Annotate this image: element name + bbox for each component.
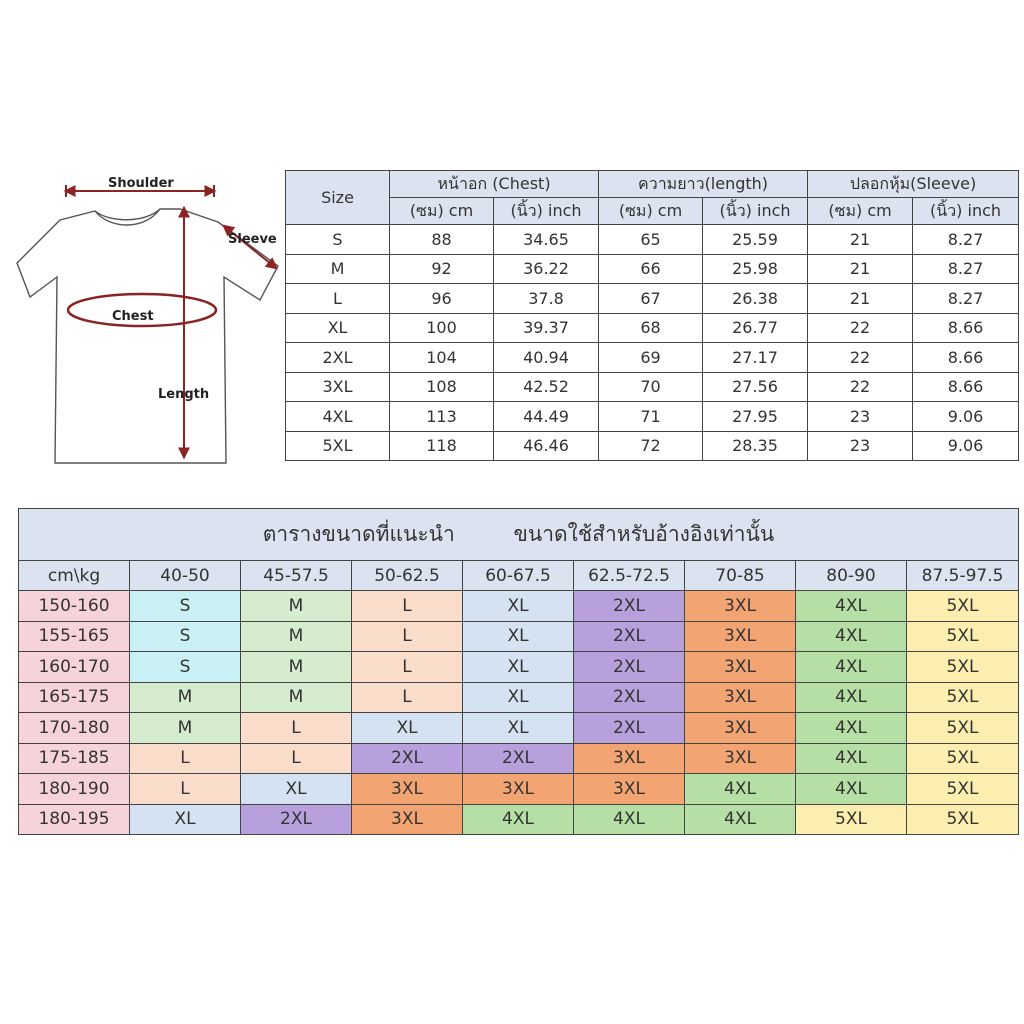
measurement-cell: 39.37 <box>494 313 599 343</box>
measurement-cell: 37.8 <box>494 284 599 314</box>
recommended-size-cell: 5XL <box>907 621 1019 652</box>
recommended-size-cell: S <box>130 621 241 652</box>
recommended-size-cell: 5XL <box>907 743 1019 774</box>
measurement-cell: 96 <box>390 284 494 314</box>
size-label-cell: 5XL <box>286 431 390 461</box>
weight-header-cell: 50-62.5 <box>352 561 463 591</box>
measurement-cell: 26.77 <box>703 313 808 343</box>
recommended-size-cell: 4XL <box>685 774 796 805</box>
recommended-size-cell: M <box>130 713 241 744</box>
recommended-size-cell: 4XL <box>796 713 907 744</box>
recommended-size-cell: XL <box>463 621 574 652</box>
recommend-title-right: ขนาดใช้สำหรับอ้างอิงเท่านั้น <box>513 522 775 546</box>
recommended-size-cell: 2XL <box>574 652 685 683</box>
recommended-size-cell: 4XL <box>796 652 907 683</box>
unit-header: (ซม) cm <box>599 198 703 225</box>
weight-header-cell: 60-67.5 <box>463 561 574 591</box>
size-label-cell: M <box>286 254 390 284</box>
measurement-cell: 108 <box>390 372 494 402</box>
measurement-cell: 118 <box>390 431 494 461</box>
measurement-cell: 21 <box>808 284 913 314</box>
sleeve-label: Sleeve <box>228 232 277 247</box>
recommended-size-cell: XL <box>463 591 574 622</box>
measurement-cell: 67 <box>599 284 703 314</box>
recommended-size-cell: 5XL <box>907 591 1019 622</box>
recommended-size-cell: M <box>241 652 352 683</box>
recommended-size-cell: M <box>241 591 352 622</box>
recommend-row <box>19 774 1019 805</box>
measurement-cell: 88 <box>390 225 494 255</box>
recommended-size-cell: L <box>130 774 241 805</box>
measurement-cell: 27.17 <box>703 343 808 373</box>
recommended-size-cell: 3XL <box>685 591 796 622</box>
recommended-size-cell: 5XL <box>907 774 1019 805</box>
measurement-cell: 40.94 <box>494 343 599 373</box>
measurement-cell: 27.95 <box>703 402 808 432</box>
recommended-size-cell: 3XL <box>685 743 796 774</box>
weight-header-cell: 87.5-97.5 <box>907 561 1019 591</box>
weight-header-row <box>19 561 1019 591</box>
recommended-size-cell: XL <box>241 774 352 805</box>
chest-label: Chest <box>112 309 154 324</box>
measurement-cell: 8.27 <box>913 225 1019 255</box>
measurement-cell: 9.06 <box>913 402 1019 432</box>
recommended-size-cell: 5XL <box>907 652 1019 683</box>
recommend-row <box>19 591 1019 622</box>
weight-header-cell: 62.5-72.5 <box>574 561 685 591</box>
recommended-size-cell: 4XL <box>796 743 907 774</box>
recommended-size-cell: 2XL <box>574 591 685 622</box>
recommended-size-cell: 4XL <box>796 682 907 713</box>
size-column-header: Size <box>286 171 390 225</box>
measurement-cell: 25.59 <box>703 225 808 255</box>
measurement-cell: 66 <box>599 254 703 284</box>
weight-header-cell: 70-85 <box>685 561 796 591</box>
measurement-cell: 22 <box>808 372 913 402</box>
length-group-header: ความยาว(length) <box>599 171 808 198</box>
size-table-row <box>286 402 1019 432</box>
recommended-size-cell: L <box>241 743 352 774</box>
measurement-cell: 21 <box>808 254 913 284</box>
height-range-cell: 175-185 <box>19 743 130 774</box>
size-table-unit-header-row <box>286 198 1019 225</box>
size-label-cell: L <box>286 284 390 314</box>
size-table-row <box>286 313 1019 343</box>
unit-header: (นิ้ว) inch <box>494 198 599 225</box>
size-label-cell: 4XL <box>286 402 390 432</box>
recommended-size-cell: 2XL <box>241 804 352 835</box>
height-range-cell: 170-180 <box>19 713 130 744</box>
recommended-size-cell: 2XL <box>574 713 685 744</box>
recommended-size-cell: 2XL <box>574 621 685 652</box>
recommended-size-cell: 5XL <box>907 682 1019 713</box>
weight-header-cell: 80-90 <box>796 561 907 591</box>
recommended-size-cell: L <box>352 621 463 652</box>
measurement-cell: 100 <box>390 313 494 343</box>
recommended-size-cell: L <box>241 713 352 744</box>
recommended-size-cell: M <box>241 621 352 652</box>
size-table-row <box>286 254 1019 284</box>
measurement-cell: 21 <box>808 225 913 255</box>
measurement-cell: 69 <box>599 343 703 373</box>
recommended-size-cell: L <box>352 591 463 622</box>
measurement-cell: 9.06 <box>913 431 1019 461</box>
recommended-size-cell: 3XL <box>352 774 463 805</box>
size-label-cell: XL <box>286 313 390 343</box>
recommended-size-cell: XL <box>352 713 463 744</box>
size-table-row <box>286 431 1019 461</box>
unit-header: (นิ้ว) inch <box>703 198 808 225</box>
height-range-cell: 165-175 <box>19 682 130 713</box>
recommended-size-cell: 5XL <box>796 804 907 835</box>
measurement-cell: 23 <box>808 402 913 432</box>
measurement-cell: 70 <box>599 372 703 402</box>
measurement-cell: 92 <box>390 254 494 284</box>
measurement-cell: 44.49 <box>494 402 599 432</box>
recommended-size-cell: M <box>130 682 241 713</box>
recommended-size-cell: 2XL <box>352 743 463 774</box>
recommended-size-cell: 5XL <box>907 713 1019 744</box>
corner-header: cm\kg <box>19 561 130 591</box>
height-range-cell: 160-170 <box>19 652 130 683</box>
recommended-size-cell: 3XL <box>574 743 685 774</box>
recommended-size-cell: 3XL <box>574 774 685 805</box>
measurement-cell: 8.27 <box>913 254 1019 284</box>
measurement-cell: 36.22 <box>494 254 599 284</box>
height-range-cell: 180-195 <box>19 804 130 835</box>
size-table-row <box>286 225 1019 255</box>
recommend-title-left: ตารางขนาดที่แนะนำ <box>262 522 455 546</box>
size-table-row <box>286 343 1019 373</box>
recommended-size-cell: S <box>130 652 241 683</box>
size-label-cell: 3XL <box>286 372 390 402</box>
recommended-size-table <box>18 508 1019 835</box>
recommended-size-cell: 4XL <box>796 774 907 805</box>
shoulder-label: Shoulder <box>108 176 174 191</box>
measurement-cell: 34.65 <box>494 225 599 255</box>
measurement-cell: 28.35 <box>703 431 808 461</box>
recommended-size-cell: 3XL <box>685 713 796 744</box>
recommended-size-cell: 3XL <box>685 682 796 713</box>
length-label: Length <box>158 387 210 402</box>
measurement-cell: 22 <box>808 343 913 373</box>
recommended-size-cell: XL <box>130 804 241 835</box>
recommended-size-cell: 3XL <box>463 774 574 805</box>
measurement-cell: 104 <box>390 343 494 373</box>
unit-header: (ซม) cm <box>808 198 913 225</box>
recommended-size-cell: 3XL <box>685 621 796 652</box>
recommend-row <box>19 682 1019 713</box>
measurement-cell: 42.52 <box>494 372 599 402</box>
tshirt-measurement-diagram <box>10 170 290 470</box>
size-measurement-table <box>285 170 1019 461</box>
measurement-cell: 8.66 <box>913 343 1019 373</box>
measurement-cell: 113 <box>390 402 494 432</box>
weight-header-cell: 45-57.5 <box>241 561 352 591</box>
recommended-size-cell: XL <box>463 682 574 713</box>
recommended-size-cell: 4XL <box>685 804 796 835</box>
recommended-size-cell: 4XL <box>574 804 685 835</box>
measurement-cell: 8.27 <box>913 284 1019 314</box>
recommend-row <box>19 743 1019 774</box>
measurement-cell: 8.66 <box>913 372 1019 402</box>
recommend-row <box>19 621 1019 652</box>
recommended-size-cell: 4XL <box>463 804 574 835</box>
measurement-cell: 72 <box>599 431 703 461</box>
chest-group-header: หน้าอก (Chest) <box>390 171 599 198</box>
recommended-size-cell: L <box>352 652 463 683</box>
measurement-cell: 22 <box>808 313 913 343</box>
recommended-size-cell: 3XL <box>685 652 796 683</box>
measurement-cell: 27.56 <box>703 372 808 402</box>
size-table-row <box>286 284 1019 314</box>
recommended-size-cell: M <box>241 682 352 713</box>
measurement-cell: 8.66 <box>913 313 1019 343</box>
recommend-title-row <box>19 509 1019 561</box>
measurement-cell: 65 <box>599 225 703 255</box>
recommended-size-cell: XL <box>463 713 574 744</box>
recommend-row <box>19 652 1019 683</box>
size-table-group-header-row <box>286 171 1019 198</box>
recommended-size-cell: L <box>130 743 241 774</box>
recommended-size-cell: 2XL <box>574 682 685 713</box>
unit-header: (นิ้ว) inch <box>913 198 1019 225</box>
unit-header: (ซม) cm <box>390 198 494 225</box>
size-label-cell: 2XL <box>286 343 390 373</box>
size-label-cell: S <box>286 225 390 255</box>
size-table-row <box>286 372 1019 402</box>
height-range-cell: 150-160 <box>19 591 130 622</box>
measurement-cell: 26.38 <box>703 284 808 314</box>
recommended-size-cell: 4XL <box>796 591 907 622</box>
recommend-row <box>19 713 1019 744</box>
height-range-cell: 155-165 <box>19 621 130 652</box>
recommended-size-cell: XL <box>463 652 574 683</box>
recommended-size-cell: 3XL <box>352 804 463 835</box>
recommended-size-cell: 4XL <box>796 621 907 652</box>
recommended-size-cell: L <box>352 682 463 713</box>
tshirt-outline <box>17 209 278 463</box>
sleeve-group-header: ปลอกหุ้ม(Sleeve) <box>808 171 1019 198</box>
measurement-cell: 25.98 <box>703 254 808 284</box>
weight-header-cell: 40-50 <box>130 561 241 591</box>
measurement-cell: 23 <box>808 431 913 461</box>
measurement-cell: 46.46 <box>494 431 599 461</box>
measurement-cell: 68 <box>599 313 703 343</box>
measurement-cell: 71 <box>599 402 703 432</box>
recommend-title <box>19 509 1019 561</box>
recommend-row <box>19 804 1019 835</box>
height-range-cell: 180-190 <box>19 774 130 805</box>
recommended-size-cell: 2XL <box>463 743 574 774</box>
recommended-size-cell: S <box>130 591 241 622</box>
recommended-size-cell: 5XL <box>907 804 1019 835</box>
